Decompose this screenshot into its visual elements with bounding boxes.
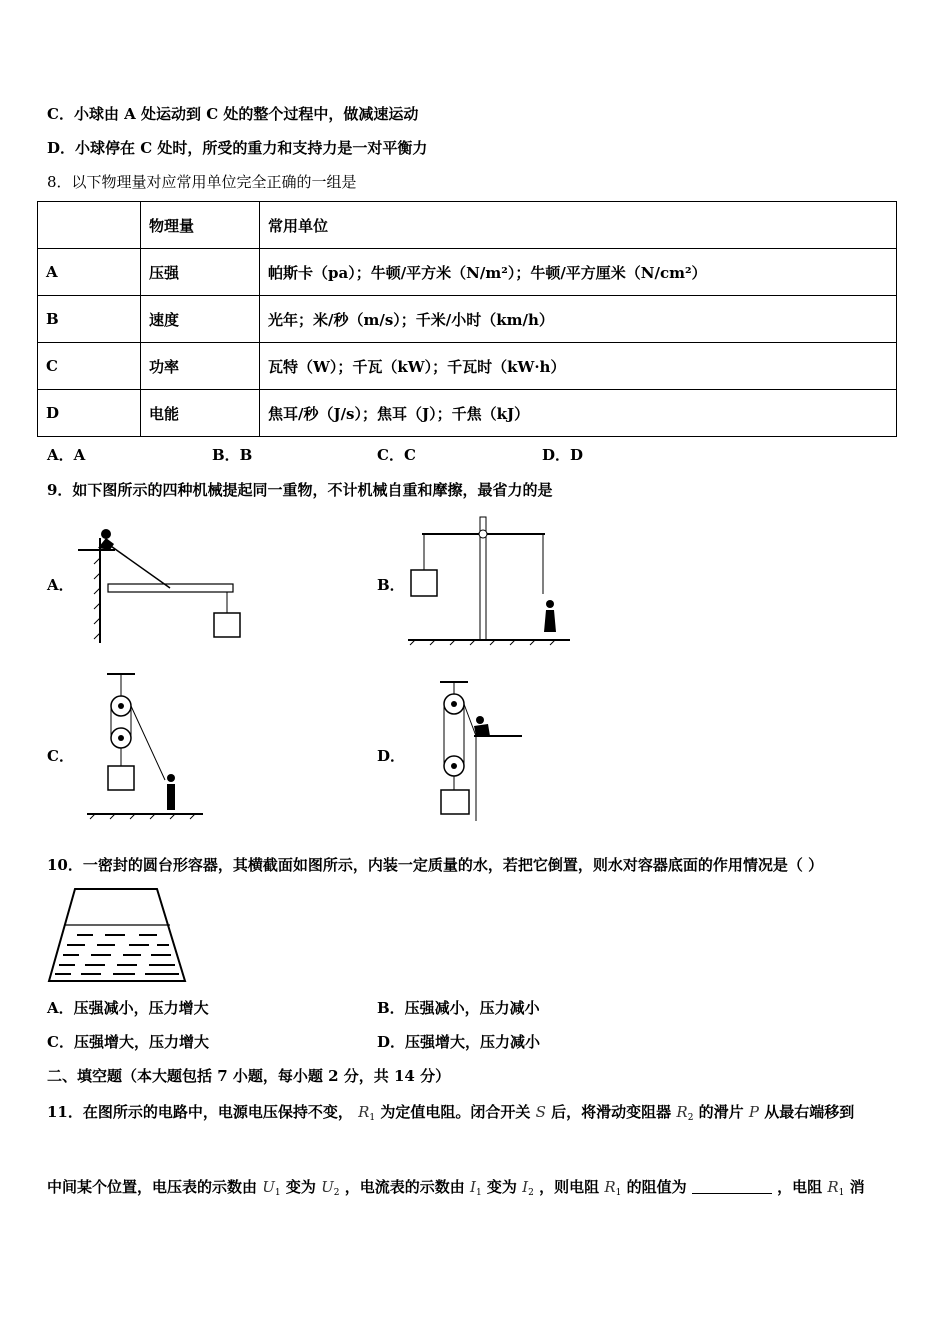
table-header-cell: 物理量 xyxy=(141,202,260,249)
subscript: 2 xyxy=(333,1188,340,1198)
q11-text: 消 xyxy=(849,1178,865,1196)
q7-option-c: C．小球由 A 处运动到 C 处的整个过程中，做减速运动 xyxy=(47,105,419,123)
q8-choice-d: D．D xyxy=(542,446,584,464)
q11-text: 的阻值为 xyxy=(626,1178,687,1196)
q11-text: 变为 xyxy=(486,1178,517,1196)
r1-symbol: R xyxy=(604,1178,616,1196)
table-row xyxy=(38,249,897,296)
pulley-block-d-figure xyxy=(430,676,530,826)
steelyard-figure xyxy=(400,512,580,647)
q11-text: 11．在图所示的电路中，电源电压保持不变， xyxy=(47,1103,353,1121)
subscript: 1 xyxy=(615,1188,622,1198)
q10-choice-b: B．压强减小，压力减小 xyxy=(377,999,540,1017)
table-cell-option: A xyxy=(38,249,141,296)
q8-choice-a: A．A xyxy=(47,446,86,464)
table-row xyxy=(38,296,897,343)
q10-choice-c: C．压强增大，压力增大 xyxy=(47,1033,209,1051)
table-cell-units: 焦耳/秒（J/s）；焦耳（J）；千焦（kJ） xyxy=(260,390,897,437)
q8-choice-c: C．C xyxy=(377,446,416,464)
units-table xyxy=(37,201,897,437)
section-title: 二、填空题（本大题包括 7 小题，每小题 2 分，共 14 分） xyxy=(47,1067,451,1085)
q9-label-c: C． xyxy=(47,747,74,765)
pulley-block-c-figure xyxy=(85,668,205,823)
table-row xyxy=(38,390,897,437)
q10-choice-a: A．压强减小，压力增大 xyxy=(47,999,209,1017)
r1-symbol: R xyxy=(827,1178,839,1196)
truncated-cone-container-figure xyxy=(45,885,190,985)
table-cell-option: D xyxy=(38,390,141,437)
subscript: 1 xyxy=(369,1113,376,1123)
table-cell-option: C xyxy=(38,343,141,390)
u1-symbol: U xyxy=(262,1178,275,1196)
table-cell-quantity: 电能 xyxy=(141,390,260,437)
q11-line1 xyxy=(47,1101,854,1123)
q10-choice-d: D．压强增大，压力减小 xyxy=(377,1033,541,1051)
q11-text: ，电阻 xyxy=(777,1178,823,1196)
q11-text: 后，将滑动变阻器 xyxy=(551,1103,672,1121)
lever-figure xyxy=(70,518,250,648)
q11-text: 从最右端移到 xyxy=(764,1103,855,1121)
q11-line2 xyxy=(47,1176,865,1198)
q11-text: 的滑片 xyxy=(698,1103,744,1121)
i2-symbol: I xyxy=(522,1178,529,1196)
q10-stem: 10．一密封的圆台形容器，其横截面如图所示，内装一定质量的水，若把它倒置，则水对容器底面的作用情况是（ ） xyxy=(47,856,824,874)
table-cell-quantity: 功率 xyxy=(141,343,260,390)
answer-blank[interactable] xyxy=(692,1179,772,1194)
subscript: 1 xyxy=(274,1188,281,1198)
table-header-cell xyxy=(38,202,141,249)
slider-symbol: P xyxy=(748,1103,760,1121)
table-cell-quantity: 速度 xyxy=(141,296,260,343)
table-cell-option: B xyxy=(38,296,141,343)
q11-text: 为定值电阻。闭合开关 xyxy=(380,1103,531,1121)
subscript: 2 xyxy=(687,1113,694,1123)
i1-symbol: I xyxy=(470,1178,476,1196)
q11-text: ，电流表的示数由 xyxy=(344,1178,465,1196)
q9-label-d: D． xyxy=(377,747,406,765)
subscript: 1 xyxy=(838,1188,845,1198)
table-header-cell: 常用单位 xyxy=(260,202,897,249)
u2-symbol: U xyxy=(321,1178,334,1196)
q9-label-b: B． xyxy=(377,576,405,594)
q11-text: 中间某个位置，电压表的示数由 xyxy=(47,1178,258,1196)
table-cell-quantity: 压强 xyxy=(141,249,260,296)
table-header-row xyxy=(38,202,897,249)
table-cell-units: 光年；米/秒（m/s）；千米/小时（km/h） xyxy=(260,296,897,343)
subscript: 1 xyxy=(475,1188,482,1198)
q11-text: ，则电阻 xyxy=(539,1178,600,1196)
q8-stem: 8．以下物理量对应常用单位完全正确的一组是 xyxy=(47,173,357,191)
r1-symbol: R xyxy=(358,1103,370,1121)
q7-option-d: D．小球停在 C 处时，所受的重力和支持力是一对平衡力 xyxy=(47,139,428,157)
table-cell-units: 瓦特（W）；千瓦（kW）；千瓦时（kW·h） xyxy=(260,343,897,390)
r2-symbol: R xyxy=(676,1103,688,1121)
switch-symbol: S xyxy=(535,1103,546,1121)
subscript: 2 xyxy=(528,1188,534,1198)
q8-choice-b: B．B xyxy=(212,446,253,464)
table-row xyxy=(38,343,897,390)
table-cell-units: 帕斯卡（pa）；牛顿/平方米（N/m²）；牛顿/平方厘米（N/cm²） xyxy=(260,249,897,296)
q9-label-a: A． xyxy=(47,576,74,594)
q9-stem: 9．如下图所示的四种机械提起同一重物，不计机械自重和摩擦，最省力的是 xyxy=(47,481,553,499)
q11-text: 变为 xyxy=(285,1178,316,1196)
